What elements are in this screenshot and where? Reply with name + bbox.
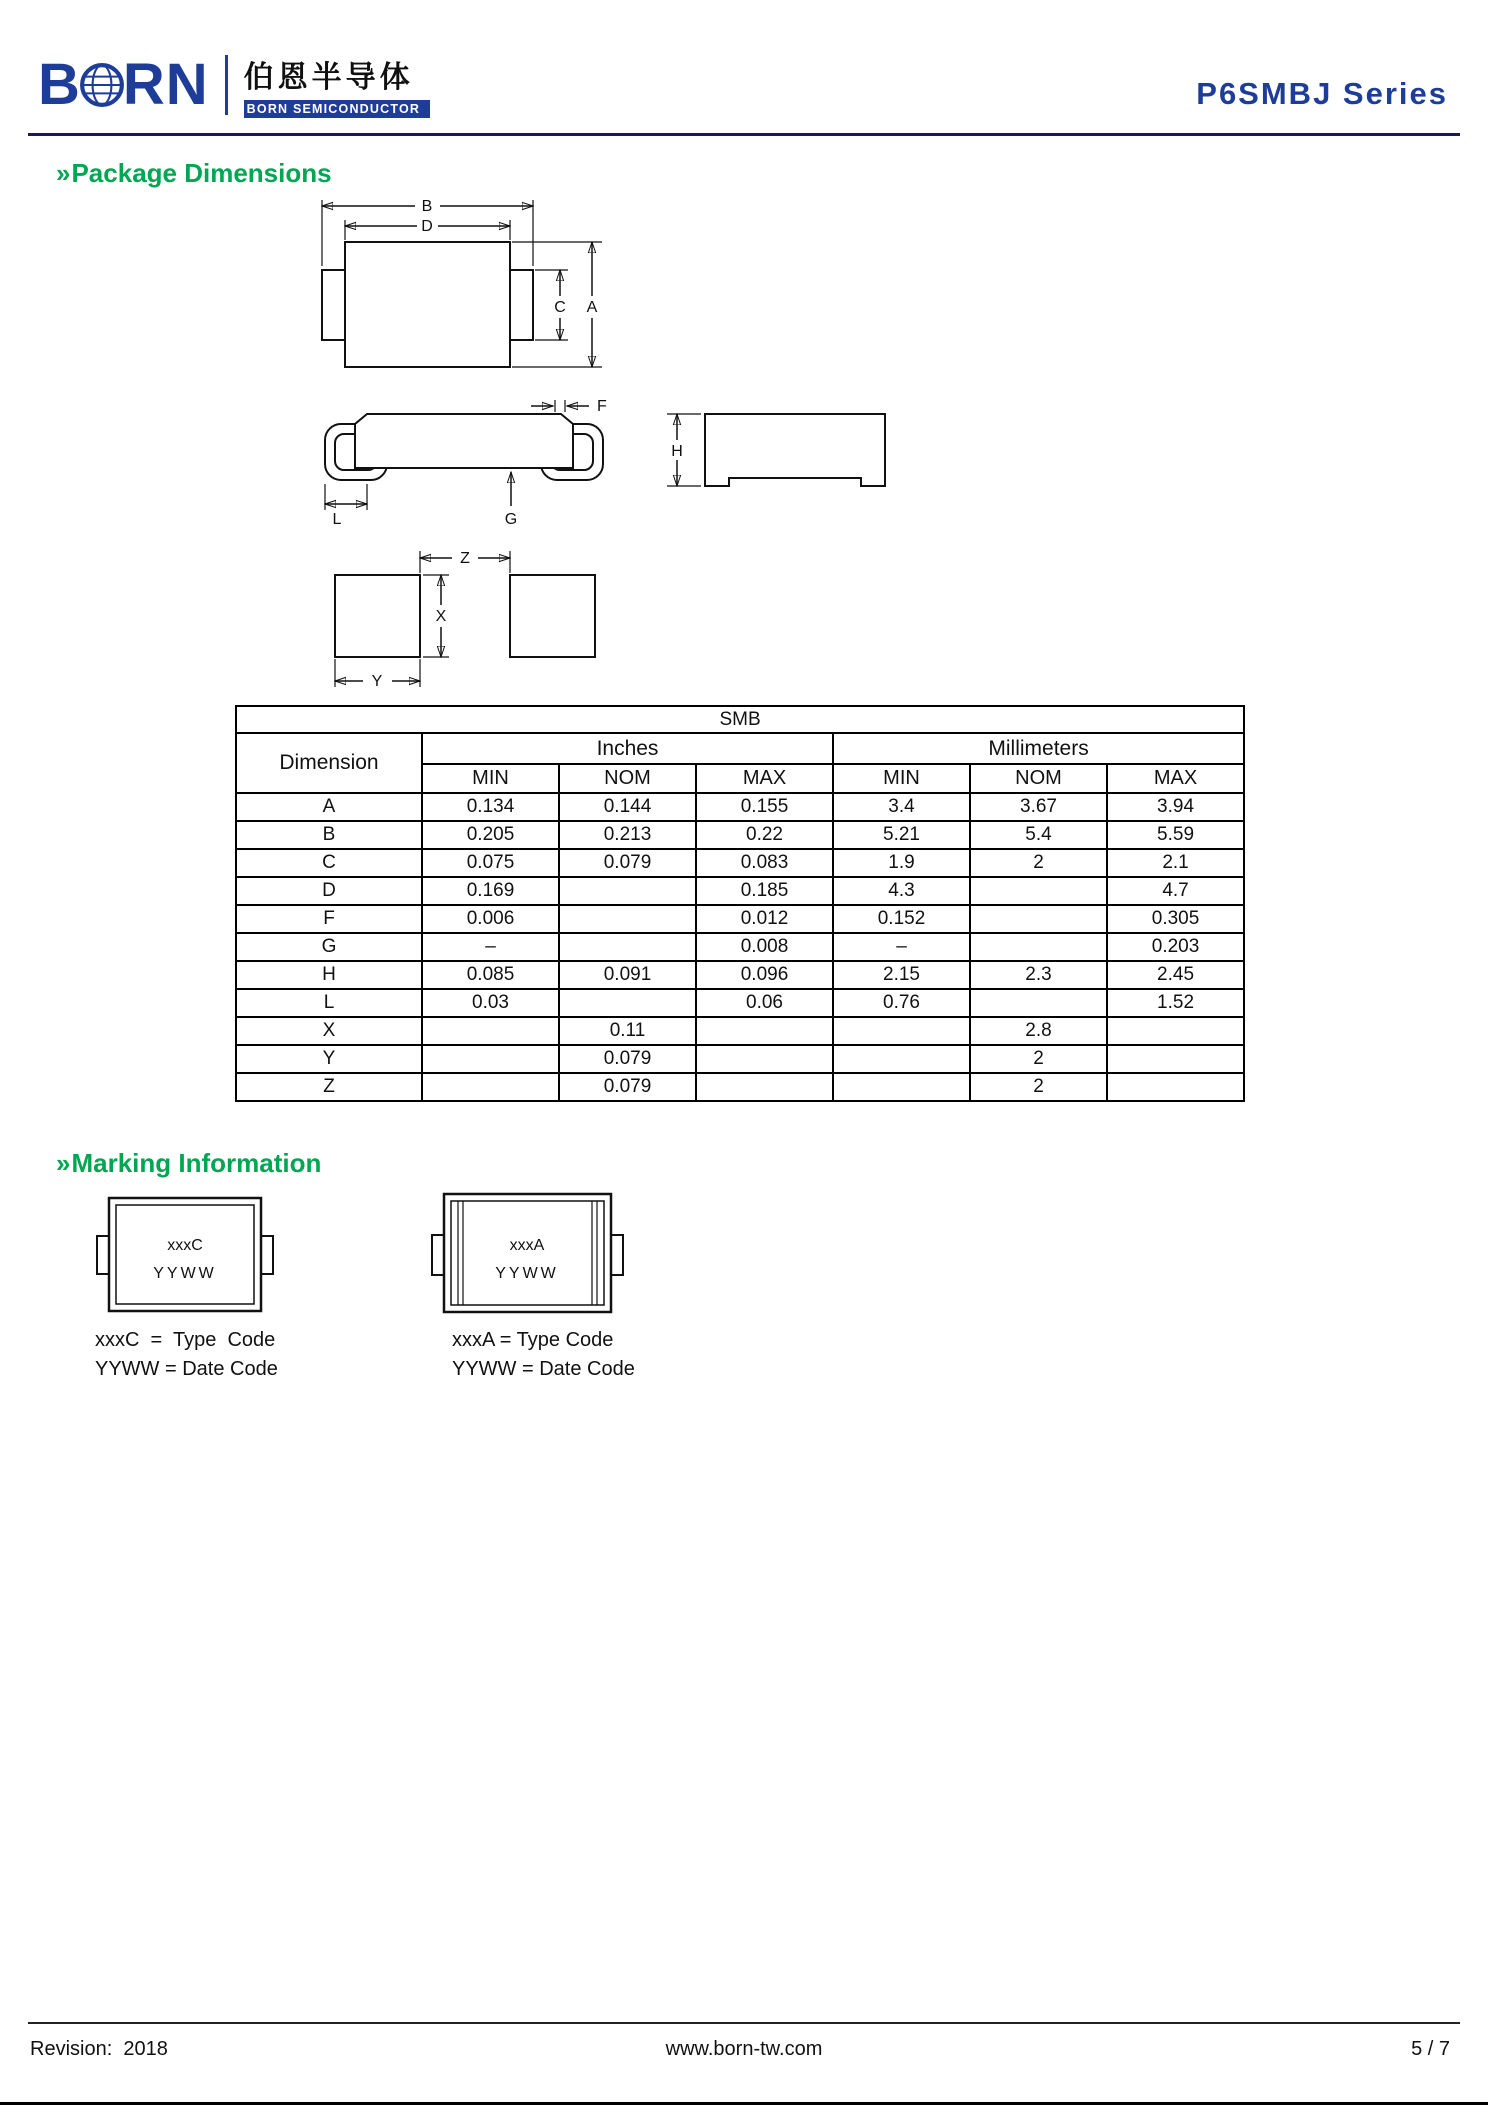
footer-page-number: 5 / 7 bbox=[1411, 2038, 1450, 2060]
dimension-cell: X bbox=[236, 1017, 422, 1045]
col-header-max-mm: MAX bbox=[1107, 764, 1244, 793]
value-cell: 1.52 bbox=[1107, 989, 1244, 1017]
legend-type-code: xxxA = Type Code bbox=[452, 1329, 614, 1351]
value-cell: 5.4 bbox=[970, 821, 1107, 849]
value-cell: 3.4 bbox=[833, 793, 970, 821]
footer-revision: Revision: 2018 bbox=[30, 2038, 168, 2060]
value-cell: 0.205 bbox=[422, 821, 559, 849]
col-header-min-in: MIN bbox=[422, 764, 559, 793]
dim-label-x: X bbox=[435, 608, 447, 625]
value-cell: 0.091 bbox=[559, 961, 696, 989]
dimension-cell: D bbox=[236, 877, 422, 905]
value-cell: 0.185 bbox=[696, 877, 833, 905]
value-cell bbox=[559, 905, 696, 933]
value-cell bbox=[422, 1045, 559, 1073]
value-cell: 0.079 bbox=[559, 1045, 696, 1073]
package-tab-right bbox=[510, 270, 533, 340]
value-cell: 0.085 bbox=[422, 961, 559, 989]
dim-label-d: D bbox=[421, 218, 433, 235]
value-cell bbox=[1107, 1045, 1244, 1073]
value-cell bbox=[1107, 1073, 1244, 1101]
value-cell: 0.075 bbox=[422, 849, 559, 877]
table-row bbox=[236, 1045, 1244, 1073]
value-cell: 5.21 bbox=[833, 821, 970, 849]
value-cell bbox=[970, 933, 1107, 961]
value-cell: 0.305 bbox=[1107, 905, 1244, 933]
dim-label-z: Z bbox=[460, 550, 470, 567]
value-cell bbox=[833, 1017, 970, 1045]
table-row bbox=[236, 989, 1244, 1017]
value-cell: 0.006 bbox=[422, 905, 559, 933]
marking-date-code: YYWW bbox=[495, 1265, 559, 1282]
package-body-side bbox=[355, 414, 573, 468]
table-row bbox=[236, 877, 1244, 905]
pad-left bbox=[335, 575, 420, 657]
col-header-max-in: MAX bbox=[696, 764, 833, 793]
footer-website: www.born-tw.com bbox=[665, 2038, 823, 2060]
value-cell: 2 bbox=[970, 1073, 1107, 1101]
value-cell: 2.3 bbox=[970, 961, 1107, 989]
value-cell: 3.94 bbox=[1107, 793, 1244, 821]
value-cell: 3.67 bbox=[970, 793, 1107, 821]
table-row bbox=[236, 1073, 1244, 1101]
value-cell bbox=[559, 989, 696, 1017]
marking-legend-right bbox=[452, 1326, 635, 1384]
dimension-cell: A bbox=[236, 793, 422, 821]
dim-label-a: A bbox=[586, 299, 598, 316]
value-cell bbox=[1107, 1017, 1244, 1045]
table-row bbox=[236, 849, 1244, 877]
logo-divider bbox=[225, 55, 228, 115]
dimension-cell: L bbox=[236, 989, 422, 1017]
dim-label-f: F bbox=[597, 398, 607, 415]
col-header-dimension: Dimension bbox=[236, 733, 422, 793]
chevron-icon: » bbox=[56, 158, 71, 188]
value-cell: 0.079 bbox=[559, 1073, 696, 1101]
col-header-nom-in: NOM bbox=[559, 764, 696, 793]
pad-right bbox=[510, 575, 595, 657]
legend-type-code: xxxC = Type Code bbox=[95, 1329, 276, 1351]
value-cell: 4.7 bbox=[1107, 877, 1244, 905]
section-title: Marking Information bbox=[71, 1148, 322, 1178]
value-cell: 2.15 bbox=[833, 961, 970, 989]
value-cell: 0.03 bbox=[422, 989, 559, 1017]
value-cell: 0.203 bbox=[1107, 933, 1244, 961]
value-cell: 2.1 bbox=[1107, 849, 1244, 877]
company-name-block bbox=[244, 52, 430, 118]
table-title: SMB bbox=[236, 706, 1244, 733]
marking-date-code: YYWW bbox=[153, 1265, 217, 1282]
package-top-view-drawing bbox=[320, 192, 620, 382]
table-row bbox=[236, 905, 1244, 933]
section-heading-marking-information bbox=[56, 1148, 321, 1179]
value-cell: – bbox=[833, 933, 970, 961]
value-cell: 0.079 bbox=[559, 849, 696, 877]
col-header-nom-mm: NOM bbox=[970, 764, 1107, 793]
value-cell bbox=[422, 1017, 559, 1045]
marking-type-code: xxxC bbox=[167, 1237, 203, 1254]
dimension-cell: C bbox=[236, 849, 422, 877]
marking-legend-left bbox=[95, 1326, 278, 1384]
value-cell bbox=[559, 933, 696, 961]
dimension-cell: Z bbox=[236, 1073, 422, 1101]
package-end-view bbox=[705, 414, 885, 486]
table-row bbox=[236, 933, 1244, 961]
dim-label-c: C bbox=[554, 299, 566, 316]
dimensions-table bbox=[235, 705, 1245, 1102]
header-rule bbox=[28, 133, 1460, 136]
dimension-cell: Y bbox=[236, 1045, 422, 1073]
value-cell: 2 bbox=[970, 849, 1107, 877]
value-cell: 0.76 bbox=[833, 989, 970, 1017]
marking-diagram-left bbox=[95, 1192, 275, 1317]
chevron-icon: » bbox=[56, 1148, 71, 1178]
series-title: P6SMBJ Series bbox=[1196, 76, 1448, 111]
value-cell: 0.213 bbox=[559, 821, 696, 849]
legend-date-code: YYWW = Date Code bbox=[95, 1358, 278, 1380]
value-cell: – bbox=[422, 933, 559, 961]
dimension-cell: F bbox=[236, 905, 422, 933]
value-cell: 0.096 bbox=[696, 961, 833, 989]
value-cell: 2.45 bbox=[1107, 961, 1244, 989]
value-cell: 0.22 bbox=[696, 821, 833, 849]
value-cell: 0.155 bbox=[696, 793, 833, 821]
value-cell bbox=[833, 1073, 970, 1101]
value-cell bbox=[696, 1017, 833, 1045]
value-cell: 0.11 bbox=[559, 1017, 696, 1045]
value-cell: 0.152 bbox=[833, 905, 970, 933]
company-name-en: BORN SEMICONDUCTOR bbox=[244, 100, 430, 118]
value-cell: 0.134 bbox=[422, 793, 559, 821]
dimension-rows bbox=[236, 793, 1244, 1101]
value-cell: 0.012 bbox=[696, 905, 833, 933]
dimension-cell: H bbox=[236, 961, 422, 989]
dim-label-l: L bbox=[332, 511, 342, 528]
value-cell: 0.083 bbox=[696, 849, 833, 877]
dim-label-g: G bbox=[504, 511, 518, 528]
footer-rule bbox=[28, 2022, 1460, 2024]
value-cell: 5.59 bbox=[1107, 821, 1244, 849]
legend-date-code: YYWW = Date Code bbox=[452, 1358, 635, 1380]
born-logo-rn: RN bbox=[122, 52, 209, 117]
value-cell: 0.144 bbox=[559, 793, 696, 821]
table-row bbox=[236, 1017, 1244, 1045]
value-cell bbox=[696, 1073, 833, 1101]
born-logo bbox=[38, 52, 209, 117]
value-cell bbox=[696, 1045, 833, 1073]
section-heading-package-dimensions bbox=[56, 158, 332, 189]
value-cell bbox=[970, 877, 1107, 905]
value-cell bbox=[559, 877, 696, 905]
dimension-cell: B bbox=[236, 821, 422, 849]
value-cell: 0.169 bbox=[422, 877, 559, 905]
header-logo-block bbox=[38, 52, 430, 118]
value-cell bbox=[833, 1045, 970, 1073]
value-cell: 2 bbox=[970, 1045, 1107, 1073]
col-group-inches: Inches bbox=[422, 733, 833, 764]
value-cell: 0.008 bbox=[696, 933, 833, 961]
value-cell bbox=[422, 1073, 559, 1101]
dim-label-y: Y bbox=[371, 673, 383, 690]
table-row bbox=[236, 961, 1244, 989]
dimension-cell: G bbox=[236, 933, 422, 961]
section-title: Package Dimensions bbox=[71, 158, 332, 188]
marking-diagram-right bbox=[430, 1188, 625, 1318]
value-cell: 4.3 bbox=[833, 877, 970, 905]
value-cell bbox=[970, 905, 1107, 933]
package-side-view-drawing bbox=[305, 398, 925, 538]
value-cell: 2.8 bbox=[970, 1017, 1107, 1045]
col-group-millimeters: Millimeters bbox=[833, 733, 1244, 764]
value-cell: 1.9 bbox=[833, 849, 970, 877]
value-cell bbox=[970, 989, 1107, 1017]
value-cell: 0.06 bbox=[696, 989, 833, 1017]
package-tab-left bbox=[322, 270, 345, 340]
born-logo-b: B bbox=[38, 52, 81, 117]
dim-label-h: H bbox=[671, 443, 683, 460]
table-row bbox=[236, 821, 1244, 849]
package-body-top bbox=[345, 242, 510, 367]
table-row bbox=[236, 793, 1244, 821]
globe-icon bbox=[79, 62, 125, 108]
dim-label-b: B bbox=[421, 198, 433, 215]
marking-type-code: xxxA bbox=[509, 1237, 545, 1254]
company-name-cn: 伯恩半导体 bbox=[243, 61, 414, 94]
col-header-min-mm: MIN bbox=[833, 764, 970, 793]
pad-layout-drawing bbox=[315, 545, 645, 695]
